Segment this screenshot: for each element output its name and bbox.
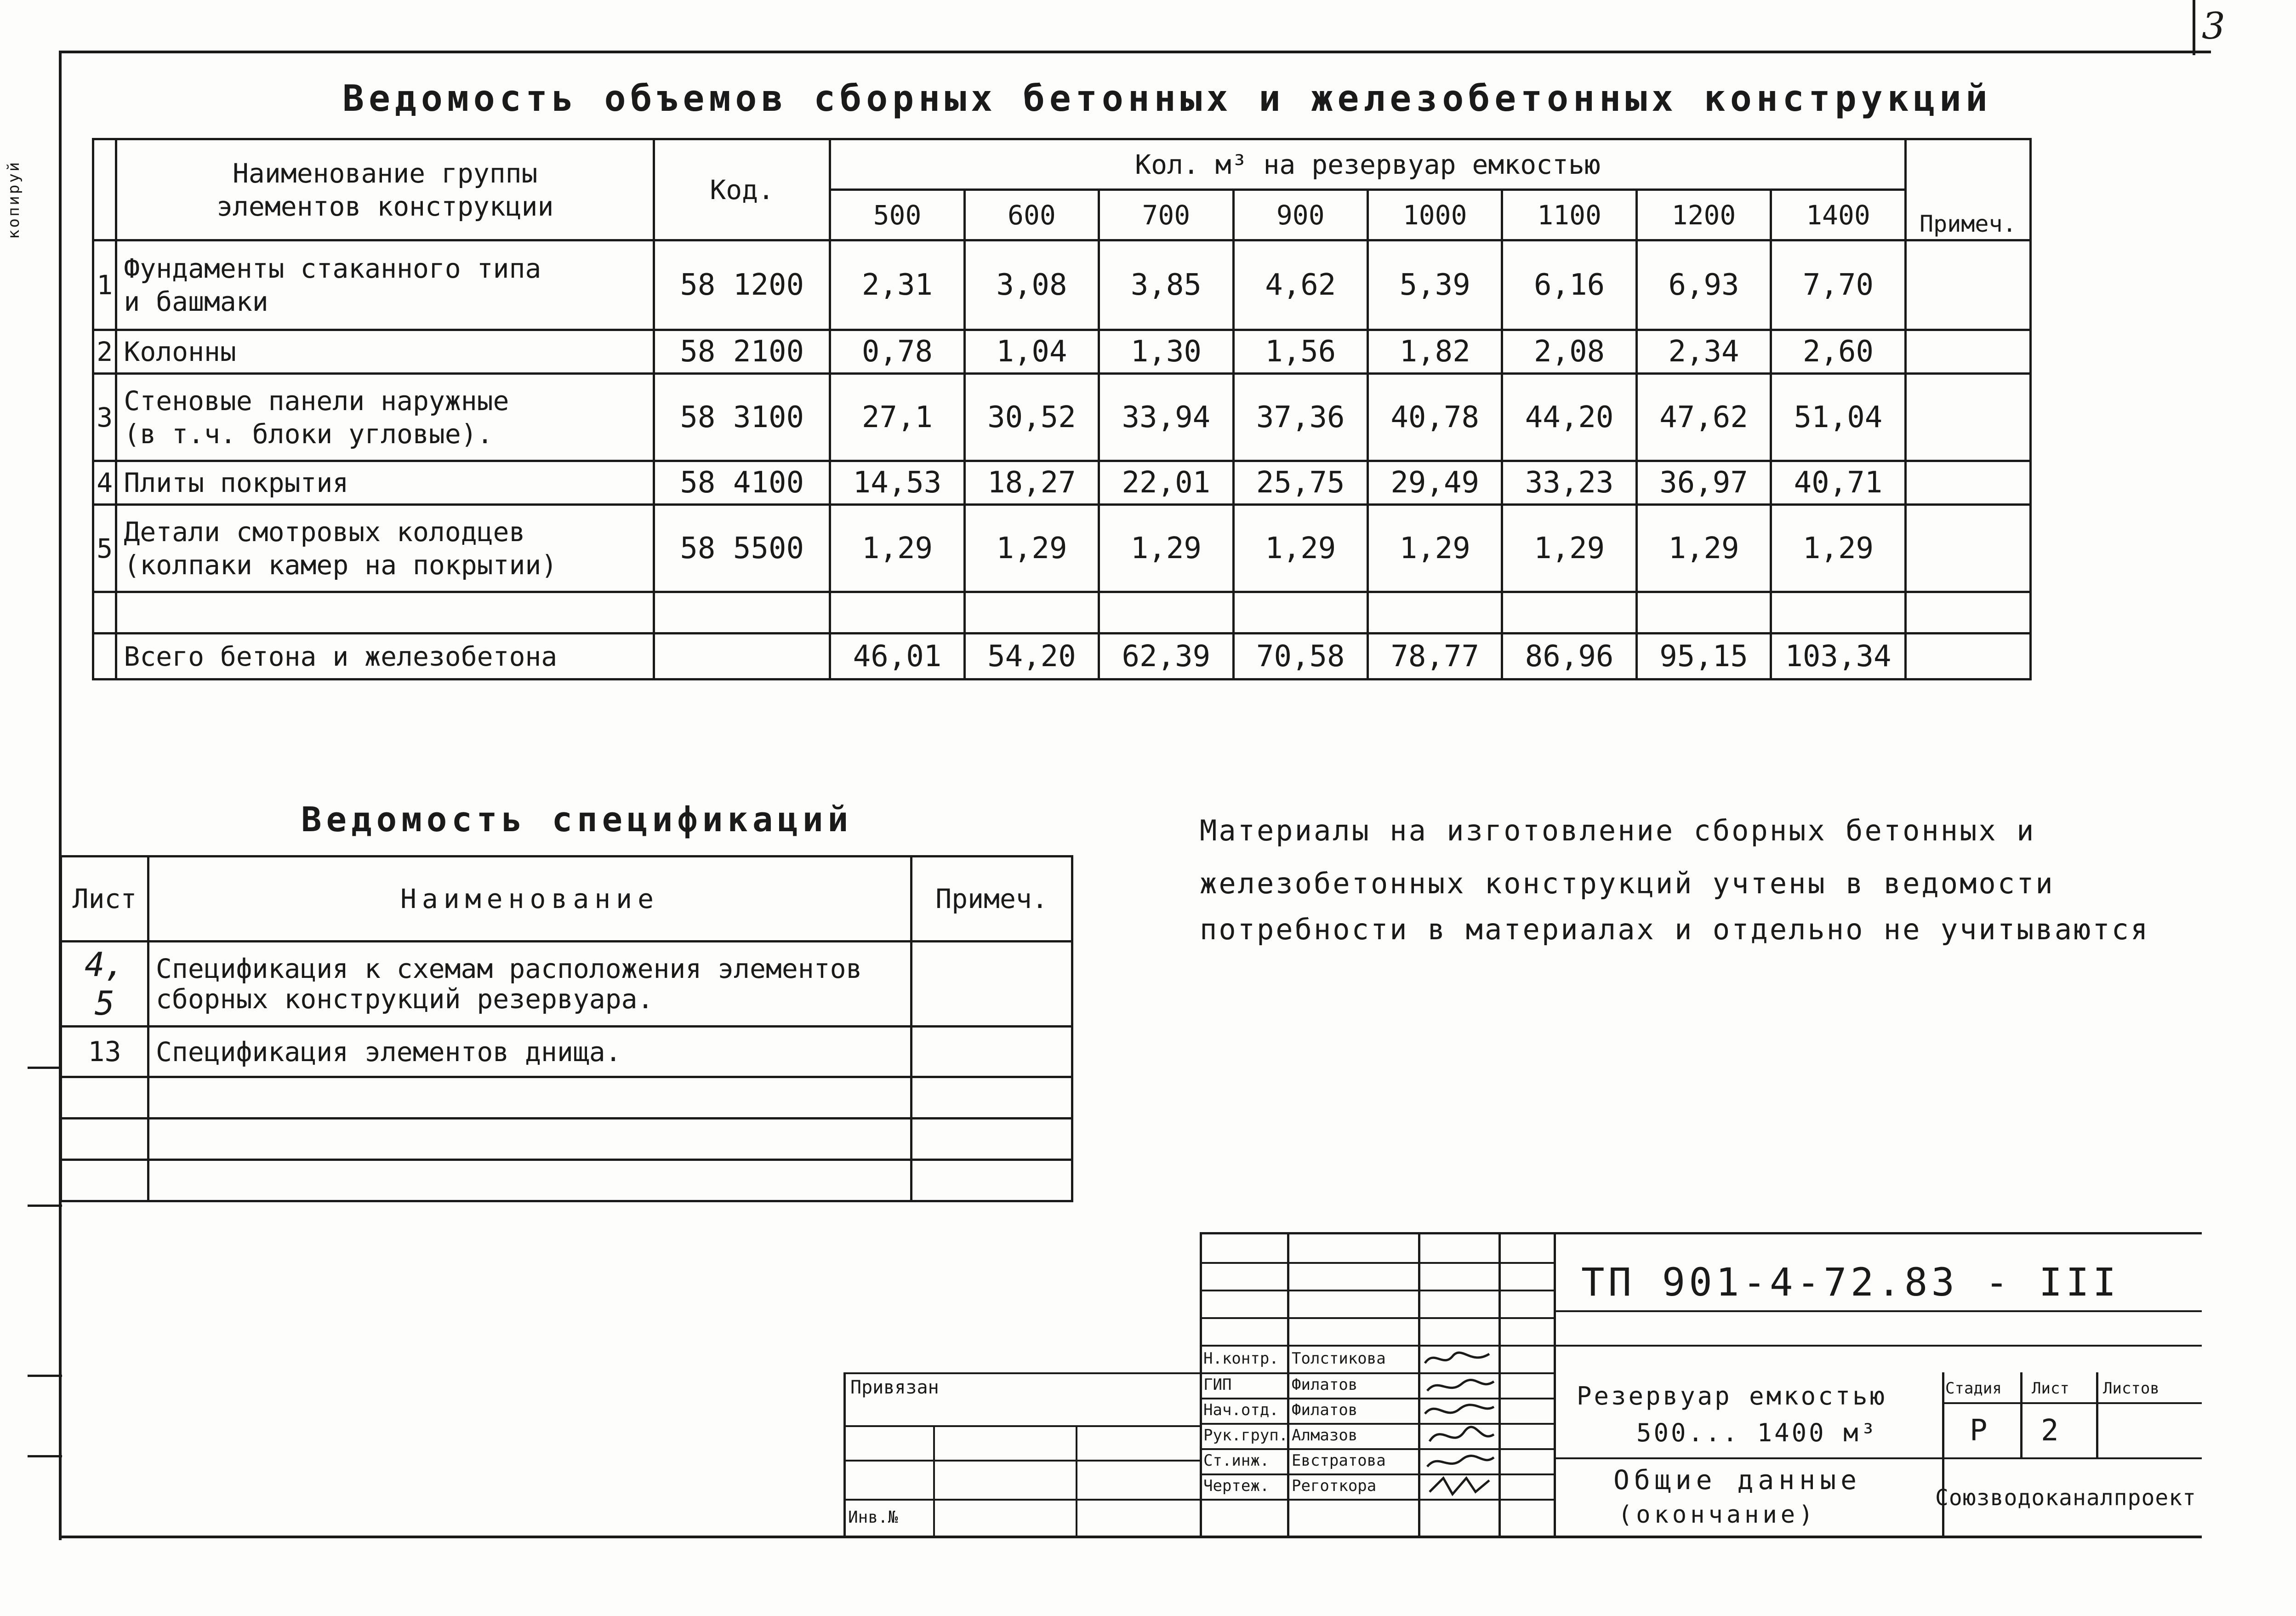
row-name-line1: Колонны xyxy=(124,336,236,367)
specs-table xyxy=(60,855,1073,1202)
volumes-title: Ведомость объемов сборных бетонных и железобетонных конструкций xyxy=(342,78,1992,120)
frame-top-line xyxy=(60,51,2211,53)
specs-header-sheet: Лист xyxy=(61,857,148,942)
total-value: 54,20 xyxy=(964,634,1099,680)
specs-header-row xyxy=(61,857,1072,942)
person-6: Реготкора xyxy=(1292,1477,1377,1495)
specs-header-note: Примеч. xyxy=(912,857,1072,942)
total-label: Всего бетона и железобетона xyxy=(116,634,654,680)
row-number: 3 xyxy=(93,374,116,461)
object-line2: 500... 1400 м³ xyxy=(1636,1418,1878,1447)
materials-note-line3: потребности в материалах и отдельно не учитываются xyxy=(1200,913,2150,946)
value-cell: 2,08 xyxy=(1502,330,1636,374)
role-group-leader: Рук.груп. xyxy=(1203,1426,1288,1445)
table-row xyxy=(93,240,2031,330)
table-row xyxy=(93,461,2031,505)
value-cell: 36,97 xyxy=(1636,461,1771,505)
sheet-title-line1: Общие данные xyxy=(1613,1464,1862,1496)
row-name xyxy=(116,330,654,374)
value-cell: 7,70 xyxy=(1771,240,1905,330)
tb-right-h1 xyxy=(1942,1402,2202,1404)
header-group-name-line2: элементов конструкции xyxy=(216,190,554,222)
value-cell: 1,82 xyxy=(1367,330,1502,374)
value-cell: 47,62 xyxy=(1636,374,1771,461)
bound-h1 xyxy=(843,1425,1202,1427)
value-cell: 2,31 xyxy=(830,240,964,330)
tb-h6 xyxy=(1200,1398,1554,1399)
capacity-1400: 1400 xyxy=(1771,190,1905,240)
bound-left xyxy=(843,1372,846,1538)
table-row xyxy=(93,505,2031,592)
left-tick-2 xyxy=(28,1205,62,1207)
row-number: 2 xyxy=(93,330,116,374)
total-value: 86,96 xyxy=(1502,634,1636,680)
value-cell: 44,20 xyxy=(1502,374,1636,461)
spec-name: Спецификация элементов днища. xyxy=(148,1027,912,1077)
object-line1: Резервуар емкостью xyxy=(1577,1382,1887,1410)
document-code: ТП 901-4-72.83 - III xyxy=(1581,1260,2120,1305)
row-name-line2: (колпаки камер на покрытии) xyxy=(124,549,558,581)
value-cell: 1,29 xyxy=(1502,505,1636,592)
value-cell: 1,04 xyxy=(964,330,1099,374)
total-value: 95,15 xyxy=(1636,634,1771,680)
total-value: 103,34 xyxy=(1771,634,1905,680)
spec-name-line1: Спецификация к схемам расположения элементов xyxy=(156,953,862,984)
role-head-department: Нач.отд. xyxy=(1203,1401,1279,1419)
total-value: 78,77 xyxy=(1367,634,1502,680)
capacity-700: 700 xyxy=(1099,190,1233,240)
row-name-line1: Плиты покрытия xyxy=(124,467,349,498)
role-draftsman: Чертеж. xyxy=(1203,1477,1270,1495)
value-cell: 2,34 xyxy=(1636,330,1771,374)
frame-left-line xyxy=(59,51,62,1540)
sheet-title-line2: (окончание) xyxy=(1618,1501,1817,1529)
frame-bottom-line xyxy=(60,1536,2202,1538)
page-number-box-left xyxy=(2193,0,2195,55)
row-code: 58 5500 xyxy=(654,505,830,592)
empty-row xyxy=(61,1160,1072,1201)
value-cell: 29,49 xyxy=(1367,461,1502,505)
row-name-line2: (в т.ч. блоки угловые). xyxy=(124,418,493,450)
sheets-label: Листов xyxy=(2103,1379,2159,1398)
tb-h3 xyxy=(1200,1317,1554,1319)
table-row xyxy=(93,330,2031,374)
tb-h12 xyxy=(1554,1457,2202,1459)
specs-title: Ведомость спецификаций xyxy=(301,800,853,839)
header-note: Примеч. xyxy=(1905,139,2030,240)
side-label: копируй xyxy=(5,160,23,239)
spec-note xyxy=(912,942,1072,1027)
tb-h11 xyxy=(1554,1310,2202,1312)
tb-h8 xyxy=(1200,1448,1554,1450)
capacity-900: 900 xyxy=(1233,190,1367,240)
note-cell xyxy=(1905,240,2030,330)
role-senior-engineer: Ст.инж. xyxy=(1203,1451,1270,1470)
signature-1 xyxy=(1425,1353,1489,1363)
capacity-1000: 1000 xyxy=(1367,190,1502,240)
value-cell: 18,27 xyxy=(964,461,1099,505)
stage-label: Стадия xyxy=(1945,1379,2002,1398)
capacity-500: 500 xyxy=(830,190,964,240)
note-cell xyxy=(1905,461,2030,505)
value-cell: 1,29 xyxy=(1233,505,1367,592)
spec-note xyxy=(912,1027,1072,1077)
signature-2 xyxy=(1427,1380,1494,1391)
row-name-line1: Фундаменты стаканного типа xyxy=(124,253,541,284)
value-cell: 25,75 xyxy=(1233,461,1367,505)
tb-h4 xyxy=(1200,1345,2202,1347)
signature-5 xyxy=(1427,1456,1494,1467)
tb-right-v3 xyxy=(2096,1372,2098,1457)
value-cell: 40,78 xyxy=(1367,374,1502,461)
bound-mid-v xyxy=(933,1425,935,1538)
bound-top xyxy=(843,1372,1202,1374)
tb-top-line xyxy=(1200,1232,2202,1234)
row-name xyxy=(116,240,654,330)
sheet-label: Лист xyxy=(2032,1379,2069,1398)
tb-v1 xyxy=(1200,1232,1202,1538)
tb-v4 xyxy=(1498,1232,1501,1538)
tb-h1 xyxy=(1200,1262,1554,1264)
value-cell: 3,85 xyxy=(1099,240,1233,330)
tb-h2 xyxy=(1200,1290,1554,1291)
value-cell: 4,62 xyxy=(1233,240,1367,330)
table-row xyxy=(61,1027,1072,1077)
tb-right-v1 xyxy=(1942,1372,1944,1538)
note-cell xyxy=(1905,374,2030,461)
left-tick-1 xyxy=(28,1067,62,1069)
person-5: Евстратова xyxy=(1292,1451,1386,1470)
note-cell xyxy=(1905,330,2030,374)
row-number: 1 xyxy=(93,240,116,330)
value-cell: 40,71 xyxy=(1771,461,1905,505)
capacity-1200: 1200 xyxy=(1636,190,1771,240)
row-code: 58 4100 xyxy=(654,461,830,505)
stage-value: Р xyxy=(1970,1414,1988,1448)
role-norm-control: Н.контр. xyxy=(1203,1349,1279,1368)
row-code: 58 2100 xyxy=(654,330,830,374)
empty-row xyxy=(61,1077,1072,1119)
specs-header-name: Наименование xyxy=(148,857,912,942)
page-number: 3 xyxy=(2202,5,2225,47)
value-cell: 33,23 xyxy=(1502,461,1636,505)
materials-note-line2: железобетонных конструкций учтены в ведомости xyxy=(1200,867,2055,900)
spec-name xyxy=(148,942,912,1027)
row-name-line1: Детали смотровых колодцев xyxy=(124,516,525,548)
capacity-600: 600 xyxy=(964,190,1099,240)
organization-name: Союзводоканалпроект xyxy=(1935,1485,2197,1511)
volumes-header-row-1 xyxy=(93,139,2031,190)
signatures xyxy=(1420,1345,1498,1501)
signature-4 xyxy=(1430,1427,1494,1441)
value-cell: 27,1 xyxy=(830,374,964,461)
total-value: 70,58 xyxy=(1233,634,1367,680)
row-code: 58 3100 xyxy=(654,374,830,461)
person-3: Филатов xyxy=(1292,1401,1358,1419)
value-cell: 5,39 xyxy=(1367,240,1502,330)
row-name xyxy=(116,505,654,592)
total-row xyxy=(93,634,2031,680)
person-4: Алмазов xyxy=(1292,1426,1358,1445)
empty-row xyxy=(61,1119,1072,1160)
row-name-line1: Стеновые панели наружные xyxy=(124,385,509,417)
note-cell xyxy=(1905,505,2030,592)
signature-6 xyxy=(1430,1478,1489,1494)
row-code: 58 1200 xyxy=(654,240,830,330)
tb-v2 xyxy=(1287,1232,1289,1538)
row-name xyxy=(116,461,654,505)
value-cell: 1,29 xyxy=(1367,505,1502,592)
value-cell: 1,29 xyxy=(1771,505,1905,592)
materials-note-line1: Материалы на изготовление сборных бетонных и xyxy=(1200,814,2036,847)
value-cell: 6,93 xyxy=(1636,240,1771,330)
row-number: 5 xyxy=(93,505,116,592)
tb-right-v2 xyxy=(2020,1372,2023,1457)
person-2: Филатов xyxy=(1292,1376,1358,1394)
bound-label: Привязан xyxy=(850,1377,939,1398)
value-cell: 3,08 xyxy=(964,240,1099,330)
total-value: 62,39 xyxy=(1099,634,1233,680)
header-group-name xyxy=(116,139,654,240)
value-cell: 51,04 xyxy=(1771,374,1905,461)
bound-h2 xyxy=(843,1460,1202,1462)
value-cell: 2,60 xyxy=(1771,330,1905,374)
bound-mid-v2 xyxy=(1076,1425,1077,1538)
spec-sheet-number: 4, 5 xyxy=(61,942,148,1027)
total-value: 46,01 xyxy=(830,634,964,680)
note-cell xyxy=(1905,634,2030,680)
signature-3 xyxy=(1425,1405,1494,1414)
left-tick-3 xyxy=(28,1375,62,1377)
volumes-table xyxy=(92,138,2032,680)
value-cell: 0,78 xyxy=(830,330,964,374)
row-name xyxy=(116,374,654,461)
inventory-label: Инв.№ xyxy=(848,1508,898,1527)
value-cell: 1,30 xyxy=(1099,330,1233,374)
header-index-cell xyxy=(93,139,116,240)
tb-h7 xyxy=(1200,1423,1554,1425)
header-code: Код. xyxy=(654,139,830,240)
header-group-name-line1: Наименование группы xyxy=(233,157,538,189)
bound-h3 xyxy=(843,1499,1202,1501)
left-tick-4 xyxy=(28,1455,62,1457)
value-cell: 1,29 xyxy=(1099,505,1233,592)
table-row xyxy=(61,942,1072,1027)
value-cell: 1,29 xyxy=(1636,505,1771,592)
tb-v5 xyxy=(1554,1232,1556,1538)
spec-sheet-number: 13 xyxy=(61,1027,148,1077)
spec-name-line2: сборных конструкций резервуара. xyxy=(156,983,654,1015)
value-cell: 22,01 xyxy=(1099,461,1233,505)
capacity-1100: 1100 xyxy=(1502,190,1636,240)
sheet-value: 2 xyxy=(2041,1414,2059,1448)
tb-h10 xyxy=(1200,1499,1554,1501)
value-cell: 37,36 xyxy=(1233,374,1367,461)
value-cell: 1,56 xyxy=(1233,330,1367,374)
row-name-line2: и башмаки xyxy=(124,286,268,317)
role-chief-engineer: ГИП xyxy=(1203,1376,1232,1394)
tb-h5 xyxy=(1200,1372,1554,1374)
row-number: 4 xyxy=(93,461,116,505)
value-cell: 1,29 xyxy=(964,505,1099,592)
value-cell: 6,16 xyxy=(1502,240,1636,330)
person-1: Толстикова xyxy=(1292,1349,1386,1368)
value-cell: 14,53 xyxy=(830,461,964,505)
table-row xyxy=(93,374,2031,461)
tb-h9 xyxy=(1200,1473,1554,1475)
value-cell: 1,29 xyxy=(830,505,964,592)
value-cell: 33,94 xyxy=(1099,374,1233,461)
empty-row xyxy=(93,592,2031,634)
header-capacity: Кол. м³ на резервуар емкостью xyxy=(830,139,1905,190)
value-cell: 30,52 xyxy=(964,374,1099,461)
